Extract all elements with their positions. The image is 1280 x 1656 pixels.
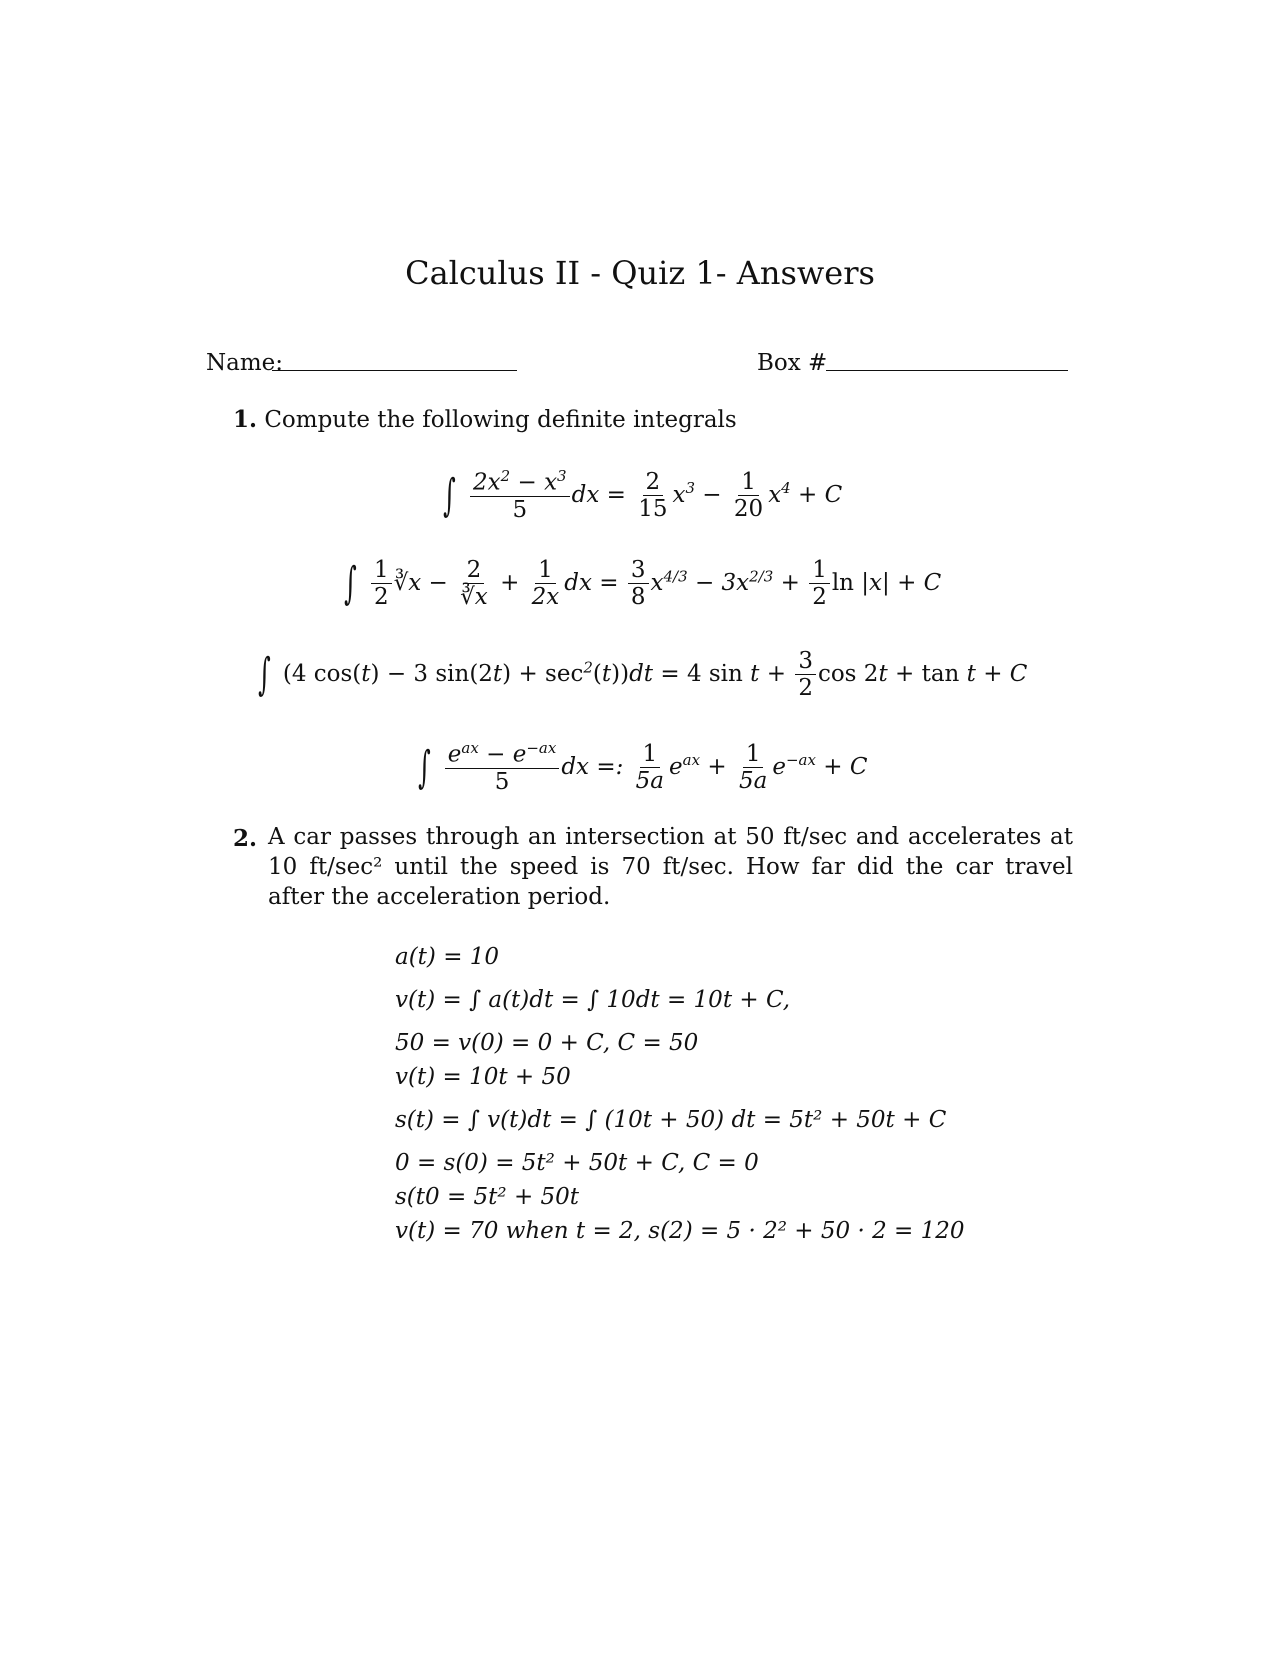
page-title: Calculus II - Quiz 1- Answers <box>405 254 875 292</box>
question-1-prompt: Compute the following definite integrals <box>264 407 737 433</box>
q2-step-8: v(t) = 70 when t = 2, s(2) = 5 · 2² + 50 · 2 = 120 <box>395 1218 965 1244</box>
q1-equation-2: ∫ $\frac{1}{2}$ ∛x − $\frac{2}{∛x}$ + $\frac{1}{2x}$ dx = $\frac{3}{8}$ $x^{4/3} - 3x^{2/3}$ + $\frac{1}{2}$ ln |x| + C <box>343 557 942 611</box>
name-label: Name: <box>206 350 284 376</box>
q2-step-7: s(t0 = 5t² + 50t <box>395 1184 580 1210</box>
q2-step-1: a(t) = 10 <box>395 944 500 970</box>
q2-step-6: 0 = s(0) = 5t² + 50t + C, C = 0 <box>395 1150 759 1176</box>
question-2-number: 2. <box>233 825 258 852</box>
q2-solution-steps <box>395 940 965 1248</box>
q1-equation-1: ∫ $\frac{2x^2 - x^3}{5}$ dx = $\frac{2}{15}$ $x^3$ − $\frac{1}{20}$ $x^4 + C$ <box>442 467 843 524</box>
question-1 <box>233 406 737 433</box>
q1-equation-3: ∫ (4 cos(t) − 3 $\sin(2t) + \sec^2(t))dt = 4$ sin t + $\frac{3}{2}$ cos 2t + tan t + C <box>257 648 1028 702</box>
question-2-prompt: A car passes through an intersection at 50 ft/sec and accelerates at 10 ft/sec² until the speed is 70 ft/sec. How far did the car travel after the acceleration period. <box>268 824 1073 910</box>
name-field-line <box>272 370 517 371</box>
box-number-field-line <box>826 370 1068 371</box>
question-1-number: 1. <box>233 406 258 433</box>
box-number-label: Box # <box>757 350 828 376</box>
q2-step-4: v(t) = 10t + 50 <box>395 1064 571 1090</box>
q2-step-2: v(t) = ∫ a(t)dt = ∫ 10dt = 10t + C, <box>395 987 791 1013</box>
q1-equation-4: ∫ $\frac{e^{ax} - e^{-ax}}{5}$ dx =: $\frac{1}{5a}$ $e^{ax}$ + $\frac{1}{5a}$ $e^{-ax} + C$ <box>417 739 868 796</box>
q2-step-3: 50 = v(0) = 0 + C, C = 50 <box>395 1030 699 1056</box>
question-2 <box>233 825 1073 912</box>
q2-step-5: s(t) = ∫ v(t)dt = ∫ (10t + 50) dt = 5t² + 50t + C <box>395 1107 947 1133</box>
